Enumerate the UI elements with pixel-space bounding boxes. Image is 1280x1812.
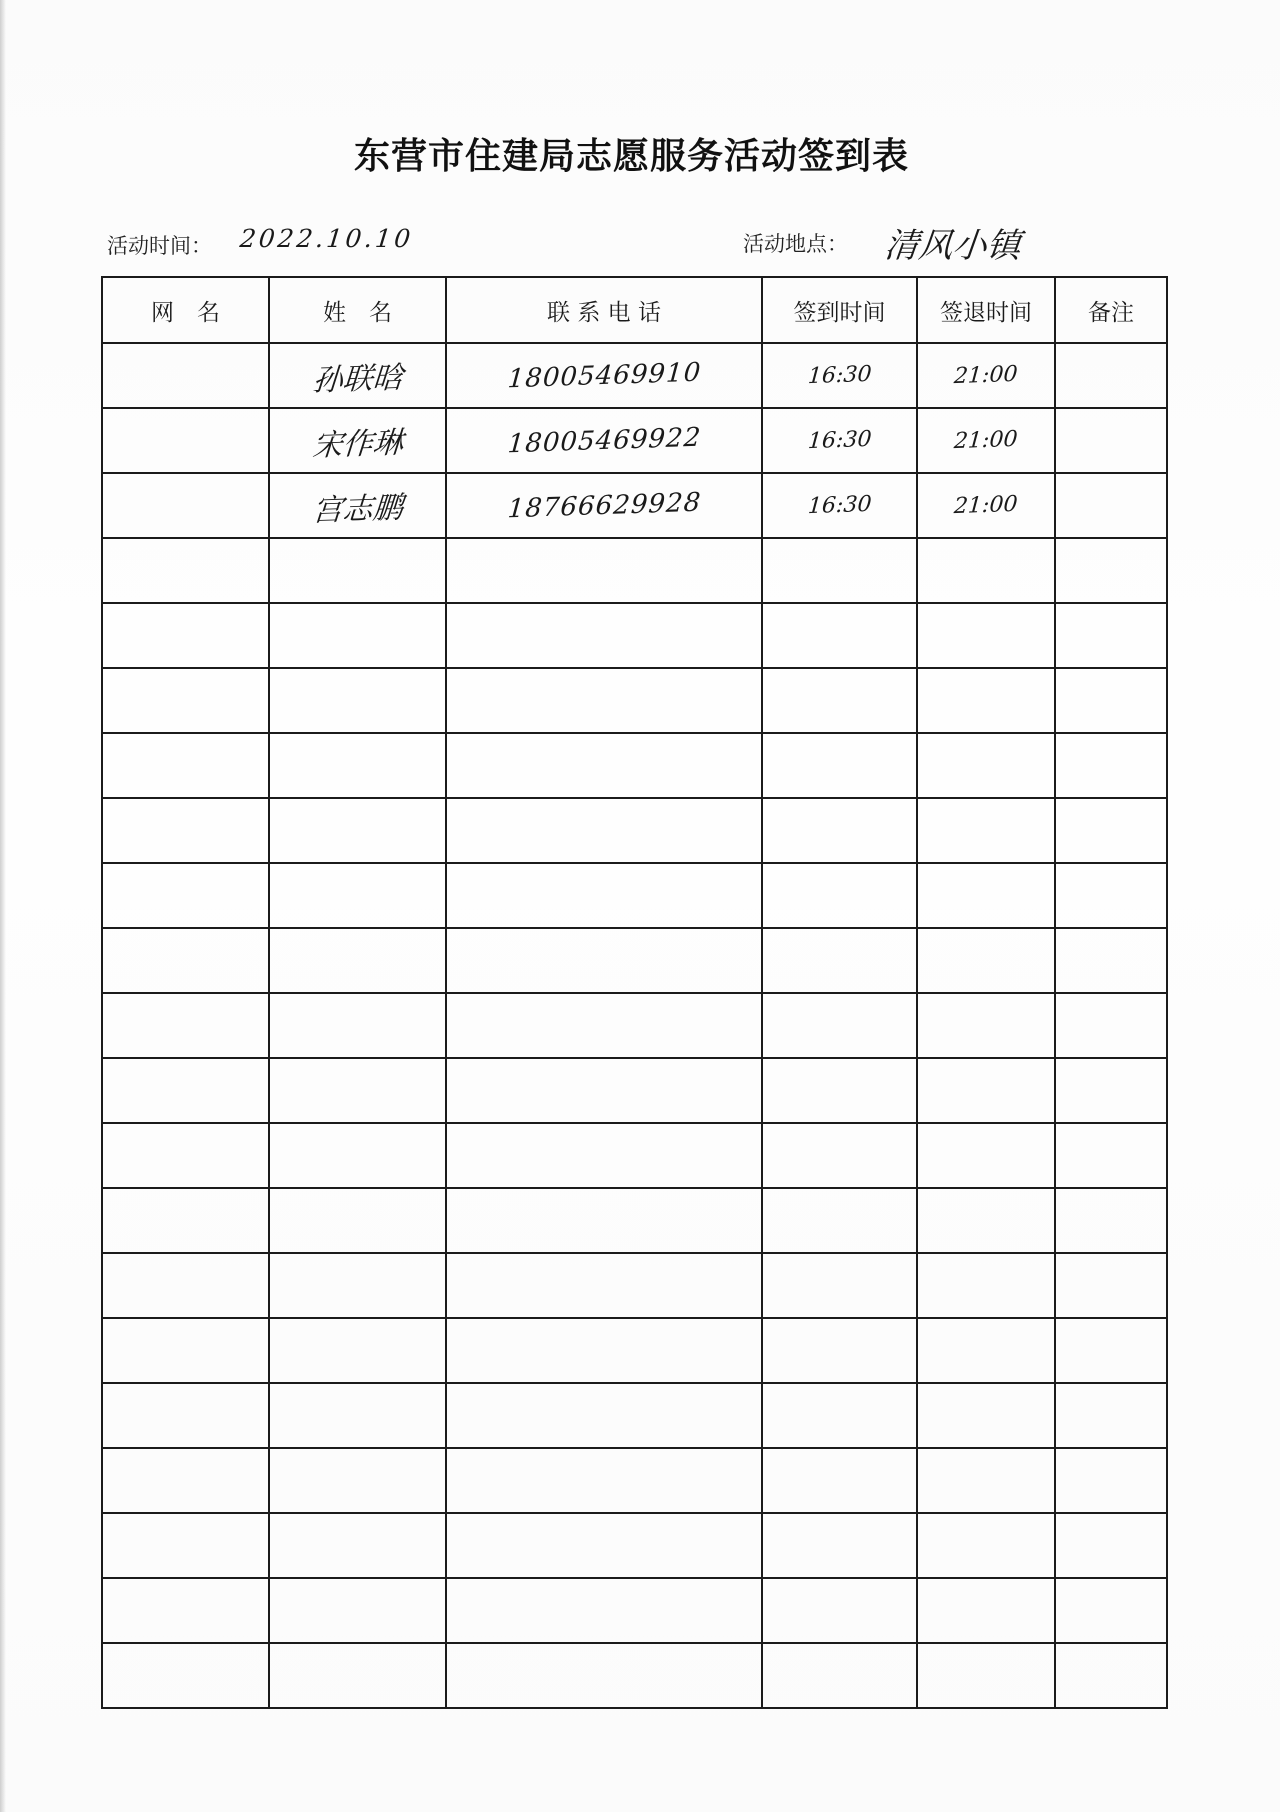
remark-cell	[1055, 733, 1167, 798]
netname-cell	[102, 1058, 269, 1123]
name-cell-text: 宫志鹏	[310, 489, 404, 529]
phone-cell-text: 18766629928	[506, 487, 702, 524]
activity-place-value: 清风小镇	[882, 226, 1023, 266]
phone-cell	[446, 928, 762, 993]
phone-cell	[446, 603, 762, 668]
phone-cell	[446, 993, 762, 1058]
sign-in-time-cell	[762, 863, 917, 928]
name-cell	[269, 1513, 446, 1578]
sign-in-time-cell	[762, 1123, 917, 1188]
remark-cell	[1055, 668, 1167, 733]
netname-cell	[102, 1253, 269, 1318]
table-row-empty	[102, 928, 1167, 993]
sign-out-time-cell	[917, 993, 1055, 1058]
remark-cell	[1055, 1123, 1167, 1188]
name-cell	[269, 603, 446, 668]
name-cell	[269, 408, 446, 473]
netname-cell	[102, 993, 269, 1058]
phone-cell	[446, 863, 762, 928]
table-row-empty	[102, 1058, 1167, 1123]
name-cell	[269, 1318, 446, 1383]
sign-out-time-cell	[917, 1253, 1055, 1318]
table-row-empty	[102, 1448, 1167, 1513]
phone-cell	[446, 408, 762, 473]
name-cell	[269, 1643, 446, 1708]
sign-out-time-cell	[917, 1318, 1055, 1383]
netname-cell	[102, 1318, 269, 1383]
table-row-empty	[102, 538, 1167, 603]
netname-cell	[102, 798, 269, 863]
netname-cell	[102, 408, 269, 473]
sign-in-time-cell	[762, 1643, 917, 1708]
remark-cell	[1055, 993, 1167, 1058]
table-row-empty	[102, 1513, 1167, 1578]
remark-cell	[1055, 473, 1167, 538]
name-cell	[269, 928, 446, 993]
sign-in-time-cell	[762, 603, 917, 668]
table-row	[102, 343, 1167, 408]
table-row	[102, 473, 1167, 538]
column-header-phone: 联 系 电 话	[446, 277, 762, 343]
sign-out-time-cell-text: 21:00	[953, 426, 1019, 455]
phone-cell	[446, 1448, 762, 1513]
netname-cell	[102, 473, 269, 538]
phone-cell	[446, 733, 762, 798]
table-row-empty	[102, 798, 1167, 863]
phone-cell	[446, 1383, 762, 1448]
sign-in-time-cell	[762, 993, 917, 1058]
phone-cell	[446, 668, 762, 733]
remark-cell	[1055, 603, 1167, 668]
sign-in-time-cell	[762, 408, 917, 473]
activity-date-label: 活动时间：	[107, 234, 212, 258]
sign-out-time-cell	[917, 1513, 1055, 1578]
sign-in-time-cell	[762, 928, 917, 993]
sign-in-time-cell	[762, 538, 917, 603]
table-row-empty	[102, 1188, 1167, 1253]
netname-cell	[102, 1448, 269, 1513]
netname-cell	[102, 928, 269, 993]
sign-out-time-cell	[917, 863, 1055, 928]
remark-cell	[1055, 1318, 1167, 1383]
phone-cell	[446, 1188, 762, 1253]
table-row-empty	[102, 1643, 1167, 1708]
phone-cell	[446, 1058, 762, 1123]
name-cell	[269, 668, 446, 733]
sign-in-time-cell	[762, 1058, 917, 1123]
sign-in-time-cell-text: 16:30	[806, 426, 873, 455]
name-cell	[269, 1253, 446, 1318]
netname-cell	[102, 538, 269, 603]
name-cell	[269, 343, 446, 408]
phone-cell	[446, 343, 762, 408]
column-header-remark: 备注	[1055, 277, 1167, 343]
table-header-row	[102, 277, 1167, 343]
phone-cell	[446, 798, 762, 863]
sign-out-time-cell	[917, 343, 1055, 408]
name-cell	[269, 1123, 446, 1188]
name-cell	[269, 538, 446, 603]
column-header-sign-in-time: 签到时间	[762, 277, 917, 343]
name-cell	[269, 798, 446, 863]
netname-cell	[102, 1578, 269, 1643]
remark-cell	[1055, 1188, 1167, 1253]
sign-out-time-cell	[917, 1188, 1055, 1253]
sign-out-time-cell	[917, 408, 1055, 473]
remark-cell	[1055, 1383, 1167, 1448]
sign-out-time-cell	[917, 1578, 1055, 1643]
remark-cell	[1055, 1058, 1167, 1123]
remark-cell	[1055, 408, 1167, 473]
document-title: 东营市住建局志愿服务活动签到表	[353, 136, 909, 177]
phone-cell	[446, 538, 762, 603]
table-row-empty	[102, 1318, 1167, 1383]
name-cell	[269, 733, 446, 798]
phone-cell-text: 18005469922	[506, 422, 702, 459]
sign-out-time-cell	[917, 733, 1055, 798]
phone-cell	[446, 1513, 762, 1578]
table-body	[102, 343, 1167, 1708]
sign-out-time-cell-text: 21:00	[953, 361, 1019, 390]
netname-cell	[102, 343, 269, 408]
table-row-empty	[102, 668, 1167, 733]
sign-out-time-cell	[917, 928, 1055, 993]
sign-out-time-cell	[917, 1448, 1055, 1513]
table-row-empty	[102, 1383, 1167, 1448]
name-cell-text: 宋作琳	[310, 424, 404, 464]
sign-in-time-cell-text: 16:30	[806, 491, 873, 520]
column-header-netname: 网 名	[102, 277, 269, 343]
netname-cell	[102, 1123, 269, 1188]
phone-cell	[446, 473, 762, 538]
column-header-name: 姓 名	[269, 277, 446, 343]
remark-cell	[1055, 1513, 1167, 1578]
table-row-empty	[102, 863, 1167, 928]
sign-in-time-cell	[762, 733, 917, 798]
phone-cell-text: 18005469910	[506, 357, 702, 394]
sign-in-time-cell	[762, 1253, 917, 1318]
netname-cell	[102, 1643, 269, 1708]
sign-in-table	[101, 276, 1168, 1709]
netname-cell	[102, 668, 269, 733]
sign-out-time-cell	[917, 1383, 1055, 1448]
sign-out-time-cell	[917, 1643, 1055, 1708]
sign-out-time-cell	[917, 473, 1055, 538]
netname-cell	[102, 1383, 269, 1448]
paper-edge-shadow	[0, 0, 6, 1812]
sign-in-time-cell	[762, 1448, 917, 1513]
sign-out-time-cell	[917, 1058, 1055, 1123]
sign-in-time-cell	[762, 1318, 917, 1383]
phone-cell	[446, 1318, 762, 1383]
sign-in-time-cell	[762, 1188, 917, 1253]
name-cell	[269, 863, 446, 928]
netname-cell	[102, 603, 269, 668]
phone-cell	[446, 1123, 762, 1188]
sign-out-time-cell	[917, 668, 1055, 733]
table-row-empty	[102, 1578, 1167, 1643]
sign-in-time-cell	[762, 343, 917, 408]
name-cell	[269, 1383, 446, 1448]
remark-cell	[1055, 343, 1167, 408]
table-row-empty	[102, 733, 1167, 798]
sign-in-time-cell-text: 16:30	[806, 361, 873, 390]
sign-out-time-cell	[917, 538, 1055, 603]
sign-out-time-cell	[917, 1123, 1055, 1188]
sign-in-time-cell	[762, 1513, 917, 1578]
netname-cell	[102, 1513, 269, 1578]
name-cell	[269, 1188, 446, 1253]
remark-cell	[1055, 1253, 1167, 1318]
remark-cell	[1055, 538, 1167, 603]
sign-out-time-cell	[917, 798, 1055, 863]
name-cell-text: 孙联晗	[310, 359, 404, 399]
sign-out-time-cell	[917, 603, 1055, 668]
remark-cell	[1055, 1448, 1167, 1513]
table-row-empty	[102, 1253, 1167, 1318]
name-cell	[269, 473, 446, 538]
name-cell	[269, 1578, 446, 1643]
name-cell	[269, 993, 446, 1058]
remark-cell	[1055, 1578, 1167, 1643]
sign-in-time-cell	[762, 473, 917, 538]
table-row	[102, 408, 1167, 473]
netname-cell	[102, 863, 269, 928]
sign-out-time-cell-text: 21:00	[953, 491, 1019, 520]
table-row-empty	[102, 603, 1167, 668]
remark-cell	[1055, 798, 1167, 863]
remark-cell	[1055, 1643, 1167, 1708]
netname-cell	[102, 733, 269, 798]
table-row-empty	[102, 993, 1167, 1058]
name-cell	[269, 1058, 446, 1123]
sign-in-time-cell	[762, 668, 917, 733]
sign-in-time-cell	[762, 1383, 917, 1448]
phone-cell	[446, 1643, 762, 1708]
phone-cell	[446, 1578, 762, 1643]
remark-cell	[1055, 928, 1167, 993]
phone-cell	[446, 1253, 762, 1318]
activity-date-value: 2022.10.10	[238, 224, 415, 253]
column-header-sign-out-time: 签退时间	[917, 277, 1055, 343]
name-cell	[269, 1448, 446, 1513]
activity-place-label: 活动地点：	[743, 232, 848, 256]
remark-cell	[1055, 863, 1167, 928]
sign-in-time-cell	[762, 798, 917, 863]
netname-cell	[102, 1188, 269, 1253]
table-row-empty	[102, 1123, 1167, 1188]
sign-in-time-cell	[762, 1578, 917, 1643]
